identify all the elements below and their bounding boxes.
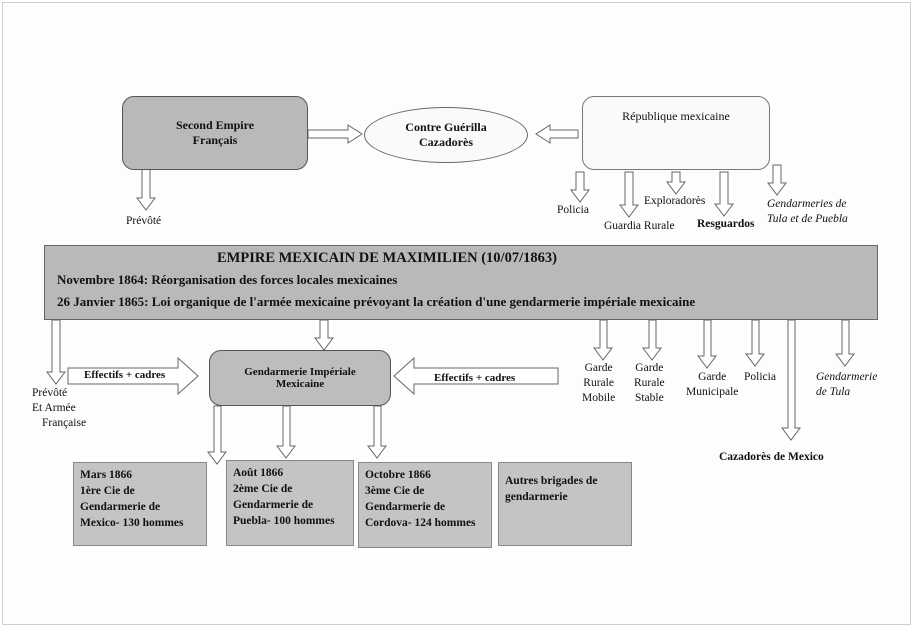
company-4-line2: gendarmerie — [505, 491, 568, 503]
empire-banner — [44, 245, 878, 320]
banner-line2: 26 Janvier 1865: Loi organique de l'armée mexicaine prévoyant la création d'une gendarmerie impériale mexicaine — [57, 294, 696, 309]
company-box-1 — [73, 462, 207, 546]
company-3-line2: Gendarmerie de — [365, 501, 446, 513]
garde-municipale-line2: Municipale — [686, 386, 739, 398]
arrow-to-policia-mid — [746, 320, 764, 366]
garde-municipale-label — [686, 370, 738, 400]
effectifs-left-label: Effectifs + cadres — [84, 369, 166, 381]
contre-guerilla-line1: Contre Guérilla — [405, 120, 487, 134]
contre-guerilla-ellipse — [364, 107, 528, 163]
gendarmerie-imperiale-line1: Gendarmerie Impériale — [244, 366, 356, 378]
company-1-date: Mars 1866 — [80, 469, 133, 481]
arrow-banner-to-gendarmerie — [315, 320, 333, 350]
arrow-second-empire-to-guerilla — [308, 125, 362, 143]
contre-guerilla-line2: Cazadorès — [419, 135, 473, 149]
arrow-to-company-3 — [368, 406, 386, 458]
garde-rurale-mobile-line1: Garde — [584, 362, 613, 374]
exploradores-label: Exploradorès — [644, 195, 706, 207]
guardia-rurale-label: Guardia Rurale — [604, 220, 675, 232]
arrow-to-gendarmerie-tula — [836, 320, 854, 366]
company-box-3 — [358, 462, 492, 548]
garde-rurale-stable-line1: Garde — [635, 362, 664, 374]
gendarmerie-tula-line1: Gendarmerie — [816, 371, 878, 383]
garde-rurale-mobile-line2: Rurale — [583, 377, 614, 389]
arrow-to-garde-stable — [643, 320, 661, 360]
garde-municipale-line1: Garde — [698, 371, 727, 383]
arrow-to-cazadores-mexico — [782, 320, 800, 440]
arrow-to-company-2 — [277, 406, 295, 458]
arrow-to-company-1 — [208, 406, 226, 464]
policia-top-label: Policia — [557, 204, 589, 216]
gendarmerie-imperiale-box — [209, 350, 391, 406]
garde-rurale-stable-line2: Rurale — [634, 377, 665, 389]
republique-label: République mexicaine — [622, 109, 730, 123]
prevote-armee-label — [32, 386, 86, 431]
second-empire-box — [122, 96, 308, 170]
gendarmeries-tula-puebla-label — [767, 197, 848, 227]
company-box-4 — [498, 462, 632, 546]
policia-mid-label: Policia — [744, 371, 776, 383]
second-empire-line1: Second Empire — [175, 118, 255, 132]
arrow-to-garde-municipale — [698, 320, 716, 368]
arrow-to-garde-mobile — [594, 320, 612, 360]
arrow-to-guardia — [620, 172, 638, 217]
company-2-line2: Gendarmerie de — [233, 499, 314, 511]
company-2-line1: 2ème Cie de — [233, 483, 293, 495]
company-3-line1: 3ème Cie de — [365, 485, 425, 497]
garde-rurale-stable-label — [634, 361, 665, 406]
effectifs-right-label: Effectifs + cadres — [434, 372, 516, 384]
gendarmeries-tula-puebla-line1: Gendarmeries de — [767, 198, 847, 210]
second-empire-line2: Français — [192, 133, 238, 147]
banner-title: EMPIRE MEXICAIN DE MAXIMILIEN (10/07/1863) — [217, 250, 557, 266]
prevote-armee-line1: Prévôté — [32, 387, 68, 399]
company-3-date: Octobre 1866 — [365, 469, 431, 481]
cazadores-mexico-label: Cazadorès de Mexico — [719, 451, 824, 463]
arrow-to-resguardos — [715, 172, 733, 216]
garde-rurale-mobile-label — [582, 361, 615, 406]
banner-line1: Novembre 1864: Réorganisation des forces locales mexicaines — [57, 272, 398, 287]
company-3-line3: Cordova- 124 hommes — [365, 517, 476, 529]
company-2-date: Août 1866 — [233, 467, 284, 479]
garde-rurale-mobile-line3: Mobile — [582, 392, 616, 404]
gendarmeries-tula-puebla-line2: Tula et de Puebla — [767, 213, 848, 225]
company-2-line3: Puebla- 100 hommes — [233, 515, 335, 527]
arrow-to-policia-top — [571, 172, 589, 202]
arrow-to-prevote — [137, 168, 155, 210]
gendarmerie-tula-line2: de Tula — [816, 386, 851, 398]
prevote-armee-line3: Française — [42, 417, 87, 429]
company-1-line3: Mexico- 130 hommes — [80, 517, 184, 529]
company-1-line1: 1ère Cie de — [80, 485, 135, 497]
arrow-republique-to-guerilla — [536, 125, 578, 143]
company-4-line1: Autres brigades de — [505, 475, 598, 487]
republique-box — [582, 96, 770, 170]
garde-rurale-stable-line3: Stable — [634, 392, 664, 404]
arrow-to-gendarmeries-tula — [768, 165, 786, 195]
company-box-2 — [226, 460, 354, 546]
resguardos-label: Resguardos — [697, 218, 755, 230]
prevote-label: Prévôté — [126, 215, 162, 227]
arrow-to-exploradores — [667, 172, 685, 194]
gendarmerie-imperiale-line2: Mexicaine — [275, 378, 325, 390]
company-1-line2: Gendarmerie de — [80, 501, 161, 513]
prevote-armee-line2: Et Armée — [32, 402, 76, 414]
gendarmerie-tula-label — [816, 370, 877, 400]
arrow-banner-to-prevote-armee — [47, 320, 65, 384]
